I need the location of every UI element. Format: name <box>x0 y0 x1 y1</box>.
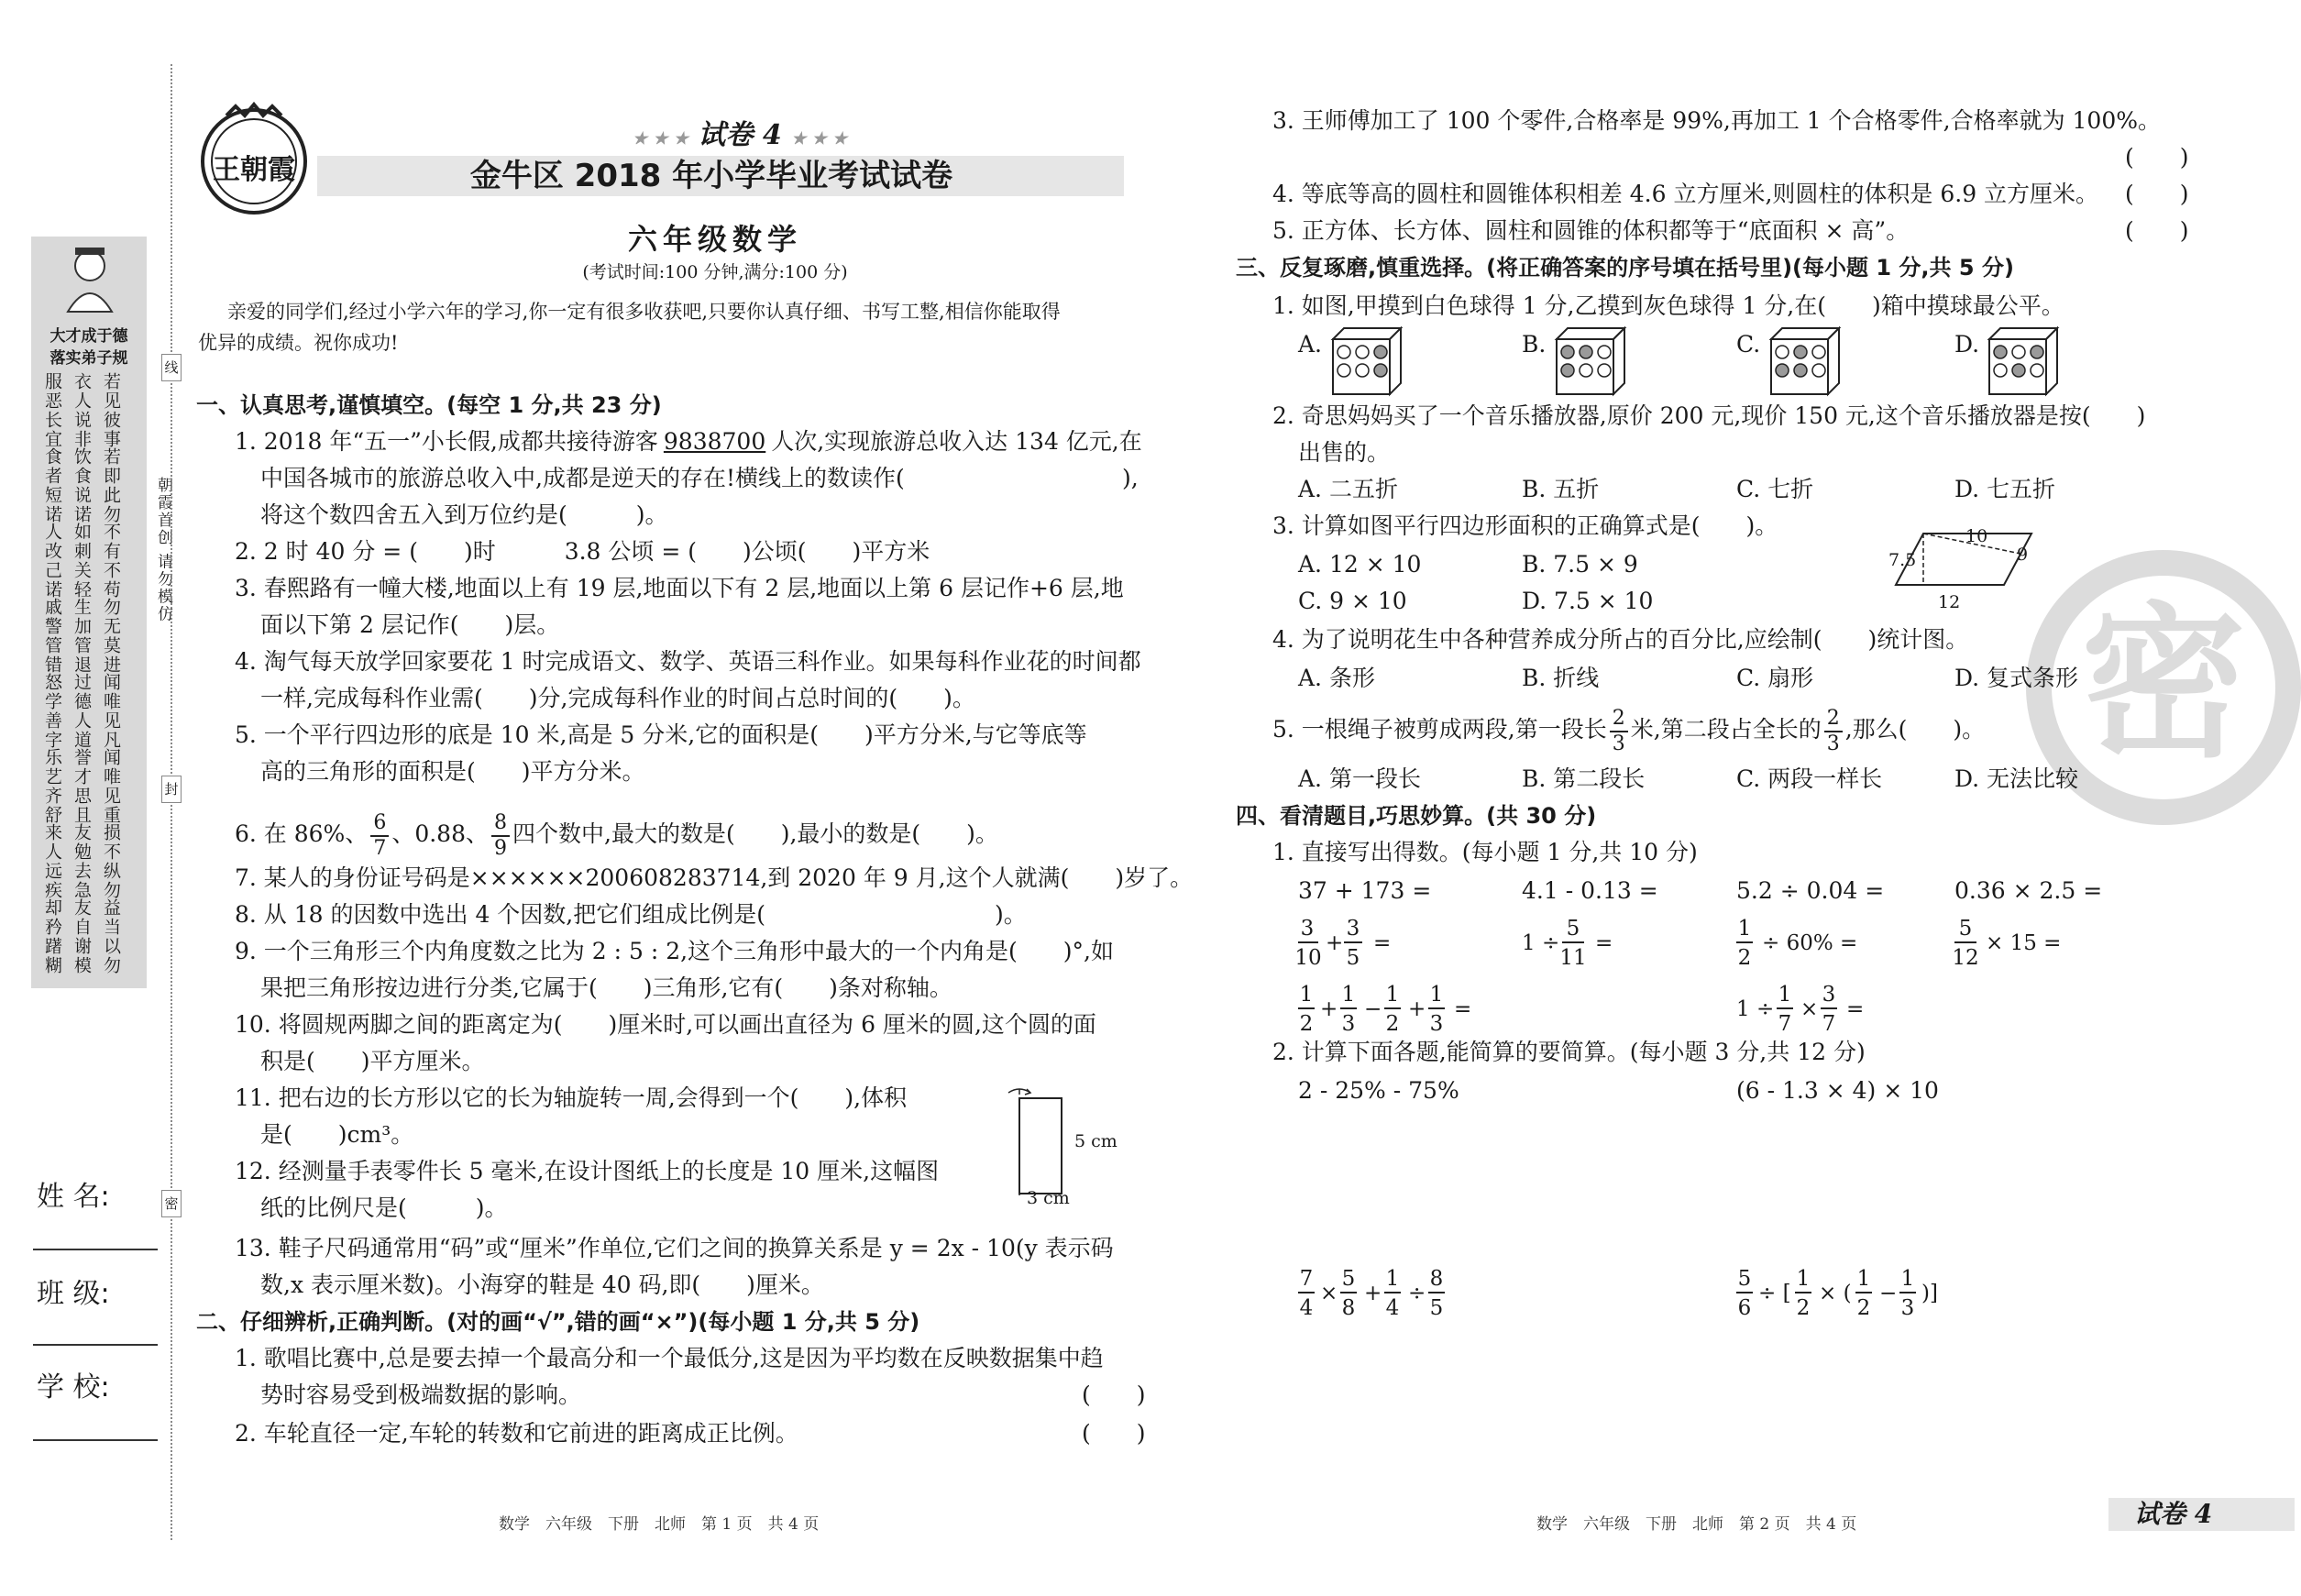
svg-text:5: 5 <box>1346 946 1360 970</box>
svg-text:+: + <box>1320 997 1338 1021</box>
m1-item-4: 0.36 × 2.5 = <box>1954 877 2103 904</box>
grey-ball <box>1794 346 1807 358</box>
c1-option-label[interactable]: B. <box>1522 331 1547 358</box>
j4-line: 4. 等底等高的圆柱和圆锥体积相差 4.6 立方厘米,则圆柱的体积是 6.9 立方厘米。 <box>1272 181 2099 207</box>
watermark-stamp-glyph: 密 <box>2080 587 2246 780</box>
c2-option-b[interactable]: B. 五折 <box>1522 476 1600 502</box>
svg-text:1: 1 <box>1856 1267 1871 1291</box>
svg-text:1: 1 <box>1385 1267 1400 1291</box>
grey-ball <box>1561 346 1574 358</box>
motto-column: 不有不苟 <box>101 523 121 600</box>
svg-text:8: 8 <box>1341 1296 1356 1320</box>
svg-text:× 15 =: × 15 = <box>1986 931 2062 955</box>
grey-ball <box>1580 346 1592 358</box>
motto-column: 友自谢模 <box>72 898 92 975</box>
svg-text:10: 10 <box>1294 946 1322 970</box>
q8-line: 8. 从 18 的因数中选出 4 个因数,把它们组成比例是( )。 <box>235 901 1027 928</box>
q1-line-2: 中国各城市的旅游总收入中,成都是逆天的存在!横线上的数读作( <box>260 465 905 491</box>
q6-line: 6. 在 86%、 $\frac{6}{7}$ 、0.88、 $\frac{8}{9}$ 四个数中,最大的数是( ),最小的数是( )。 <box>235 810 998 860</box>
c4-option-c[interactable]: C. 扇形 <box>1736 665 1814 691</box>
school-label: 学 校: <box>37 1371 110 1403</box>
footer-page-2: 数学 六年级 下册 北师 第 2 页 共 4 页 <box>1536 1515 1857 1534</box>
q10-line-1: 10. 将圆规两脚之间的距离定为( )厘米时,可以画出直径为 6 厘米的圆,这个圆的面 <box>235 1011 1096 1038</box>
white-ball <box>1356 364 1369 377</box>
motto-column: 戚警管错 <box>42 598 62 675</box>
svg-text:1: 1 <box>1778 983 1792 1007</box>
svg-text:+: + <box>1326 931 1344 955</box>
m1-item-9 <box>1298 979 1536 1043</box>
grey-ball <box>1794 364 1807 377</box>
white-ball <box>2012 346 2025 358</box>
q11-line-2: 是( )cm³。 <box>260 1121 414 1148</box>
name-field[interactable] <box>33 1249 158 1250</box>
q12-line-2: 纸的比例尺是( )。 <box>260 1194 508 1221</box>
svg-text:÷: ÷ <box>1408 1282 1426 1305</box>
motto-column: 却矜躇糊 <box>42 898 62 975</box>
q12-line-1: 12. 经测量手表零件长 5 毫米,在设计图纸上的长度是 10 厘米,这幅图 <box>235 1158 940 1184</box>
m1-item-8 <box>1954 913 2138 977</box>
svg-text:=: = <box>1595 931 1613 955</box>
ball-box-icon <box>1329 326 1403 396</box>
svg-text:2: 2 <box>1796 1296 1811 1320</box>
m1-item-10 <box>1736 979 1938 1043</box>
white-ball <box>1338 346 1350 358</box>
svg-text:5: 5 <box>1958 917 1973 941</box>
motto-column: 人改己诺 <box>42 523 62 600</box>
svg-text:1 ÷: 1 ÷ <box>1522 931 1560 955</box>
svg-text:×: × <box>1800 997 1819 1021</box>
section-1-heading: 一、认真思考,谨慎填空。(每空 1 分,共 23 分) <box>196 392 662 418</box>
svg-text:×: × <box>1320 1282 1338 1305</box>
parallelogram-side-label: 9 <box>2017 545 2029 565</box>
white-ball <box>1994 364 2007 377</box>
svg-text:3: 3 <box>1300 917 1315 941</box>
grey-ball <box>1561 364 1574 377</box>
svg-text:+: + <box>1408 997 1426 1021</box>
svg-text:3: 3 <box>1900 1296 1915 1320</box>
subject-title: 六年级数学 <box>627 222 802 257</box>
q11-line-1: 11. 把右边的长方形以它的长为轴旋转一周,会得到一个( ),体积 <box>235 1084 908 1111</box>
grey-ball <box>2012 364 2025 377</box>
svg-text:2: 2 <box>1856 1296 1871 1320</box>
q3-line-2: 面以下第 2 层记作( )层。 <box>260 611 560 638</box>
c5-option-a[interactable]: A. 第一段长 <box>1298 765 1421 792</box>
white-ball <box>2031 364 2043 377</box>
q7-line: 7. 某人的身份证号码是××××××200608283714,到 2020 年 9 月,这个人就满( )岁了。 <box>235 864 1194 891</box>
vertical-note: 朝霞首创 请勿模仿 <box>154 477 172 623</box>
exam-info: (考试时间:100 分钟,满分:100 分) <box>582 262 848 282</box>
m1-line: 1. 直接写出得数。(每小题 1 分,共 10 分) <box>1272 839 1698 865</box>
class-label: 班 级: <box>37 1278 110 1310</box>
q1-line-1: 1. 2018 年“五一”小长假,成都共接待游客 9838700 人次,实现旅游总收入达 134 亿元,在 <box>235 428 1142 455</box>
c3-option-c[interactable]: C. 9 × 10 <box>1298 588 1407 614</box>
j2-answer[interactable]: ( ) <box>1082 1420 1146 1447</box>
ball-box-icon <box>1986 326 2059 396</box>
svg-text:1: 1 <box>1385 983 1400 1007</box>
white-ball <box>1598 346 1611 358</box>
sidebar-banner-1: 大才成于德 <box>50 327 128 346</box>
seal-mark-secret: 密 <box>161 1190 182 1217</box>
parallelogram-top-label: 10 <box>1965 526 1988 546</box>
grey-ball <box>1994 346 2007 358</box>
c2-line-1: 2. 奇思妈妈买了一个音乐播放器,原价 200 元,现价 150 元,这个音乐播放器是按( ) <box>1272 402 2146 429</box>
c3-option-d[interactable]: D. 7.5 × 10 <box>1522 588 1654 614</box>
j2-line: 2. 车轮直径一定,车轮的转数和它前进的距离成正比例。 <box>235 1420 798 1447</box>
c3-line: 3. 计算如图平行四边形面积的正确算式是( )。 <box>1272 512 1778 539</box>
svg-text:3: 3 <box>1346 917 1360 941</box>
svg-text:11: 11 <box>1559 946 1587 970</box>
school-field[interactable] <box>33 1439 158 1441</box>
c2-option-a[interactable]: A. 二五折 <box>1298 476 1398 502</box>
svg-text:5: 5 <box>1429 1296 1444 1320</box>
j1-line-2: 势时容易受到极端数据的影响。 <box>260 1381 582 1408</box>
q10-line-2: 积是( )平方厘米。 <box>260 1048 485 1074</box>
svg-text:4: 4 <box>1385 1296 1400 1320</box>
corner-badge: 试卷 4 <box>2134 1499 2213 1529</box>
white-ball <box>1598 364 1611 377</box>
m2-item-3 <box>1298 1263 1518 1327</box>
q5-line-1: 5. 一个平行四边形的底是 10 米,高是 5 分米,它的面积是( )平方分米,与它等底等 <box>235 721 1087 748</box>
svg-text:3: 3 <box>1341 1012 1356 1036</box>
c4-option-d[interactable]: D. 复式条形 <box>1954 665 2079 691</box>
name-label: 姓 名: <box>37 1181 110 1213</box>
c4-option-b[interactable]: B. 折线 <box>1522 665 1600 691</box>
motto-column: 若即此勿 <box>101 447 121 524</box>
white-ball <box>1812 364 1825 377</box>
motto-column: 如刺关轻 <box>72 523 92 600</box>
q1-line-2-end: ), <box>1122 465 1139 491</box>
section-2-heading: 二、仔细辨析,正确判断。(对的画“√”,错的画“×”)(每小题 1 分,共 5 分) <box>196 1309 920 1335</box>
c4-line: 4. 为了说明花生中各种营养成分所占的百分比,应绘制( )统计图。 <box>1272 626 1969 653</box>
svg-text:7: 7 <box>1822 1012 1836 1036</box>
svg-text:)]: )] <box>1921 1282 1938 1305</box>
svg-text:5: 5 <box>1341 1267 1356 1291</box>
svg-text:1: 1 <box>1900 1267 1915 1291</box>
motto-column: 益当以勿 <box>101 898 121 975</box>
j3-answer[interactable]: ( ) <box>2125 144 2189 171</box>
motto-column: 友勉去急 <box>72 823 92 900</box>
svg-text:1: 1 <box>1737 917 1752 941</box>
seal-mark-line: 线 <box>161 354 182 381</box>
motto-column: 乐艺齐舒 <box>42 748 62 825</box>
c4-option-a[interactable]: A. 条形 <box>1298 665 1375 691</box>
sidebar-banner-2: 落实弟子规 <box>50 349 128 368</box>
m1-item-6 <box>1522 913 1705 977</box>
seal-mark-seal: 封 <box>161 776 182 803</box>
motto-column: 若见彼事 <box>101 372 121 449</box>
c3-option-b[interactable]: B. 7.5 × 9 <box>1522 551 1638 578</box>
motto-column: 闻唯见重 <box>101 748 121 825</box>
m1-item-1: 37 + 173 = <box>1298 877 1432 904</box>
intro-line-1: 亲爱的同学们,经过小学六年的学习,你一定有很多收获吧,只要你认真仔细、书写工整,相信你能取得 <box>227 301 1061 323</box>
j5-answer[interactable]: ( ) <box>2125 217 2189 244</box>
svg-text:2: 2 <box>1299 1012 1314 1036</box>
grey-ball <box>1776 364 1789 377</box>
grey-ball <box>1374 364 1387 377</box>
q6-fraction-2: $\frac{8}{9}$ <box>491 811 510 861</box>
q9-line-1: 9. 一个三角形三个内角度数之比为 2 : 5 : 2,这个三角形中最大的一个内角是( )°,如 <box>235 938 1114 964</box>
m1-item-7 <box>1736 913 1920 977</box>
svg-text:−: − <box>1364 997 1382 1021</box>
motto-column: 服恶长宜 <box>42 372 62 449</box>
svg-text:6: 6 <box>1737 1296 1752 1320</box>
svg-text:=: = <box>1454 997 1472 1021</box>
c5-fraction-1: $\frac{2}{3}$ <box>1610 707 1628 756</box>
c5-line: 5. 一根绳子被剪成两段,第一段长 $\frac{2}{3}$ 米,第二段占全长的 $\frac{2}{3}$ ,那么( )。 <box>1272 706 1986 755</box>
ball-box-icon <box>1767 326 1841 396</box>
q4-line-2: 一样,完成每科作业需( )分,完成每科作业的时间占总时间的( )。 <box>260 685 975 711</box>
q6-fraction-1: $\frac{6}{7}$ <box>370 811 389 861</box>
c2-line-2: 出售的。 <box>1298 439 1391 466</box>
c2-option-c[interactable]: C. 七折 <box>1736 476 1814 502</box>
motto-column: 食者短诺 <box>42 447 62 524</box>
svg-text:1 ÷: 1 ÷ <box>1736 997 1775 1021</box>
white-ball <box>1776 346 1789 358</box>
svg-text:÷ 60% =: ÷ 60% = <box>1762 931 1858 955</box>
m1-item-3: 5.2 ÷ 0.04 = <box>1736 877 1885 904</box>
svg-text:7: 7 <box>1778 1012 1792 1036</box>
white-ball <box>1580 364 1592 377</box>
q2-line: 2. 2 时 40 分 = ( )时 3.8 公顷 = ( )公顷( )平方米 <box>235 538 930 565</box>
j1-line-1: 1. 歌唱比赛中,总是要去掉一个最高分和一个最低分,这是因为平均数在反映数据集中趋 <box>235 1345 1104 1371</box>
motto-column: 怒学善字 <box>42 673 62 750</box>
grey-ball <box>2031 346 2043 358</box>
svg-text:5: 5 <box>1566 917 1580 941</box>
svg-text:=: = <box>1373 931 1392 955</box>
white-ball <box>1812 346 1825 358</box>
q13-line-1: 13. 鞋子尺码通常用“码”或“厘米”作单位,它们之间的换算关系是 y = 2x - 10(y 表示码 <box>235 1235 1114 1261</box>
grey-ball <box>1374 346 1387 358</box>
svg-text:8: 8 <box>1429 1267 1444 1291</box>
m2-line: 2. 计算下面各题,能简算的要简算。(每小题 3 分,共 12 分) <box>1272 1039 1866 1065</box>
parallelogram-figure <box>1888 530 2035 614</box>
motto-column: 闻唯见凡 <box>101 673 121 750</box>
motto-column: 勿无莫进 <box>101 598 121 675</box>
c2-option-d[interactable]: D. 七五折 <box>1954 476 2056 502</box>
q4-line-1: 4. 淘气每天放学回家要花 1 时完成语文、数学、英语三科作业。如果每科作业花的时间都 <box>235 648 1141 675</box>
svg-text:4: 4 <box>1299 1296 1314 1320</box>
svg-text:7: 7 <box>1299 1267 1314 1291</box>
c1-option-label[interactable]: A. <box>1298 331 1323 358</box>
exam-title: 金牛区 2018 年小学毕业考试试卷 <box>469 158 953 194</box>
j4-answer[interactable]: ( ) <box>2125 181 2189 207</box>
section-4-heading: 四、看清题目,巧思妙算。(共 30 分) <box>1236 803 1597 829</box>
q5-line-2: 高的三角形的面积是( )平方分米。 <box>260 758 645 785</box>
svg-text:3: 3 <box>1429 1012 1444 1036</box>
j3-line: 3. 王师傅加工了 100 个零件,合格率是 99%,再加工 1 个合格零件,合格率就为 100%。 <box>1272 107 2161 134</box>
q9-line-2: 果把三角形按边进行分类,它属于( )三角形,它有( )条对称轴。 <box>260 974 952 1001</box>
svg-text:−: − <box>1879 1282 1898 1305</box>
motto-column: 誉才思且 <box>72 748 92 825</box>
svg-text:5: 5 <box>1737 1267 1752 1291</box>
j1-answer[interactable]: ( ) <box>1082 1381 1146 1408</box>
q1-number: 9838700 <box>663 428 766 455</box>
c5-option-b[interactable]: B. 第二段长 <box>1522 765 1646 792</box>
white-ball <box>1338 364 1350 377</box>
svg-text:2: 2 <box>1737 946 1752 970</box>
j5-line: 5. 正方体、长方体、圆柱和圆锥的体积都等于“底面积 × 高”。 <box>1272 217 1910 244</box>
c5-option-d[interactable]: D. 无法比较 <box>1954 765 2079 792</box>
svg-text:1: 1 <box>1341 983 1356 1007</box>
c1-option-label[interactable]: C. <box>1736 331 1761 358</box>
svg-text:1: 1 <box>1299 983 1314 1007</box>
rect-width-label: 3 cm <box>1027 1188 1070 1208</box>
svg-text:3: 3 <box>1822 983 1836 1007</box>
svg-text:1: 1 <box>1429 983 1444 1007</box>
m1-item-2: 4.1 - 0.13 = <box>1522 877 1658 904</box>
svg-text:× (: × ( <box>1819 1282 1852 1305</box>
footer-page-1: 数学 六年级 下册 北师 第 1 页 共 4 页 <box>499 1515 820 1534</box>
q1-line-3: 将这个数四舍五入到万位约是( )。 <box>260 501 668 528</box>
ball-box-icon <box>1553 326 1626 396</box>
c1-option-label[interactable]: D. <box>1954 331 1980 358</box>
m2-item-2: (6 - 1.3 × 4) × 10 <box>1736 1077 1939 1104</box>
rectangle-figure <box>999 1085 1082 1199</box>
paper-badge: ★ ★ ★ 试卷 4 ★ ★ ★ <box>633 119 848 151</box>
q3-line-1: 3. 春熙路有一幢大楼,地面以上有 19 层,地面以下有 2 层,地面以上第 6 层记作+6 层,地 <box>235 575 1124 601</box>
white-ball <box>1356 346 1369 358</box>
svg-text:=: = <box>1846 997 1865 1021</box>
c1-line: 1. 如图,甲摸到白色球得 1 分,乙摸到灰色球得 1 分,在( )箱中摸球最公平。 <box>1272 292 2064 319</box>
svg-text:1: 1 <box>1796 1267 1811 1291</box>
c5-fraction-2: $\frac{2}{3}$ <box>1824 707 1843 756</box>
motto-column: 过德人道 <box>72 673 92 750</box>
rect-length-label: 5 cm <box>1074 1131 1117 1151</box>
svg-text:2: 2 <box>1385 1012 1400 1036</box>
motto-column: 损不纵勿 <box>101 823 121 900</box>
parallelogram-height-label: 7.5 <box>1888 550 1917 570</box>
logo-text: 王朝霞 <box>213 154 295 186</box>
c3-option-a[interactable]: A. 12 × 10 <box>1298 551 1422 578</box>
motto-column: 生加管退 <box>72 598 92 675</box>
svg-text:12: 12 <box>1952 946 1979 970</box>
c5-option-c[interactable]: C. 两段一样长 <box>1736 765 1883 792</box>
svg-text:+: + <box>1364 1282 1382 1305</box>
motto-column: 衣人说非 <box>72 372 92 449</box>
m2-item-4 <box>1736 1263 1975 1327</box>
motto-column: 来人远疾 <box>42 823 62 900</box>
m2-item-1: 2 - 25% - 75% <box>1298 1077 1459 1104</box>
class-field[interactable] <box>33 1344 158 1346</box>
q13-line-2: 数,x 表示厘米数)。小海穿的鞋是 40 码,即( )厘米。 <box>260 1271 824 1298</box>
svg-text:÷ [: ÷ [ <box>1758 1282 1791 1305</box>
scholar-illustration <box>48 240 132 314</box>
section-3-heading: 三、反复琢磨,慎重选择。(将正确答案的序号填在括号里)(每小题 1 分,共 5 分) <box>1236 255 2014 281</box>
intro-line-2: 优异的成绩。祝你成功! <box>198 332 399 354</box>
motto-column: 饮食说诺 <box>72 447 92 524</box>
parallelogram-base-label: 12 <box>1938 592 1961 612</box>
m1-item-5 <box>1294 913 1481 977</box>
